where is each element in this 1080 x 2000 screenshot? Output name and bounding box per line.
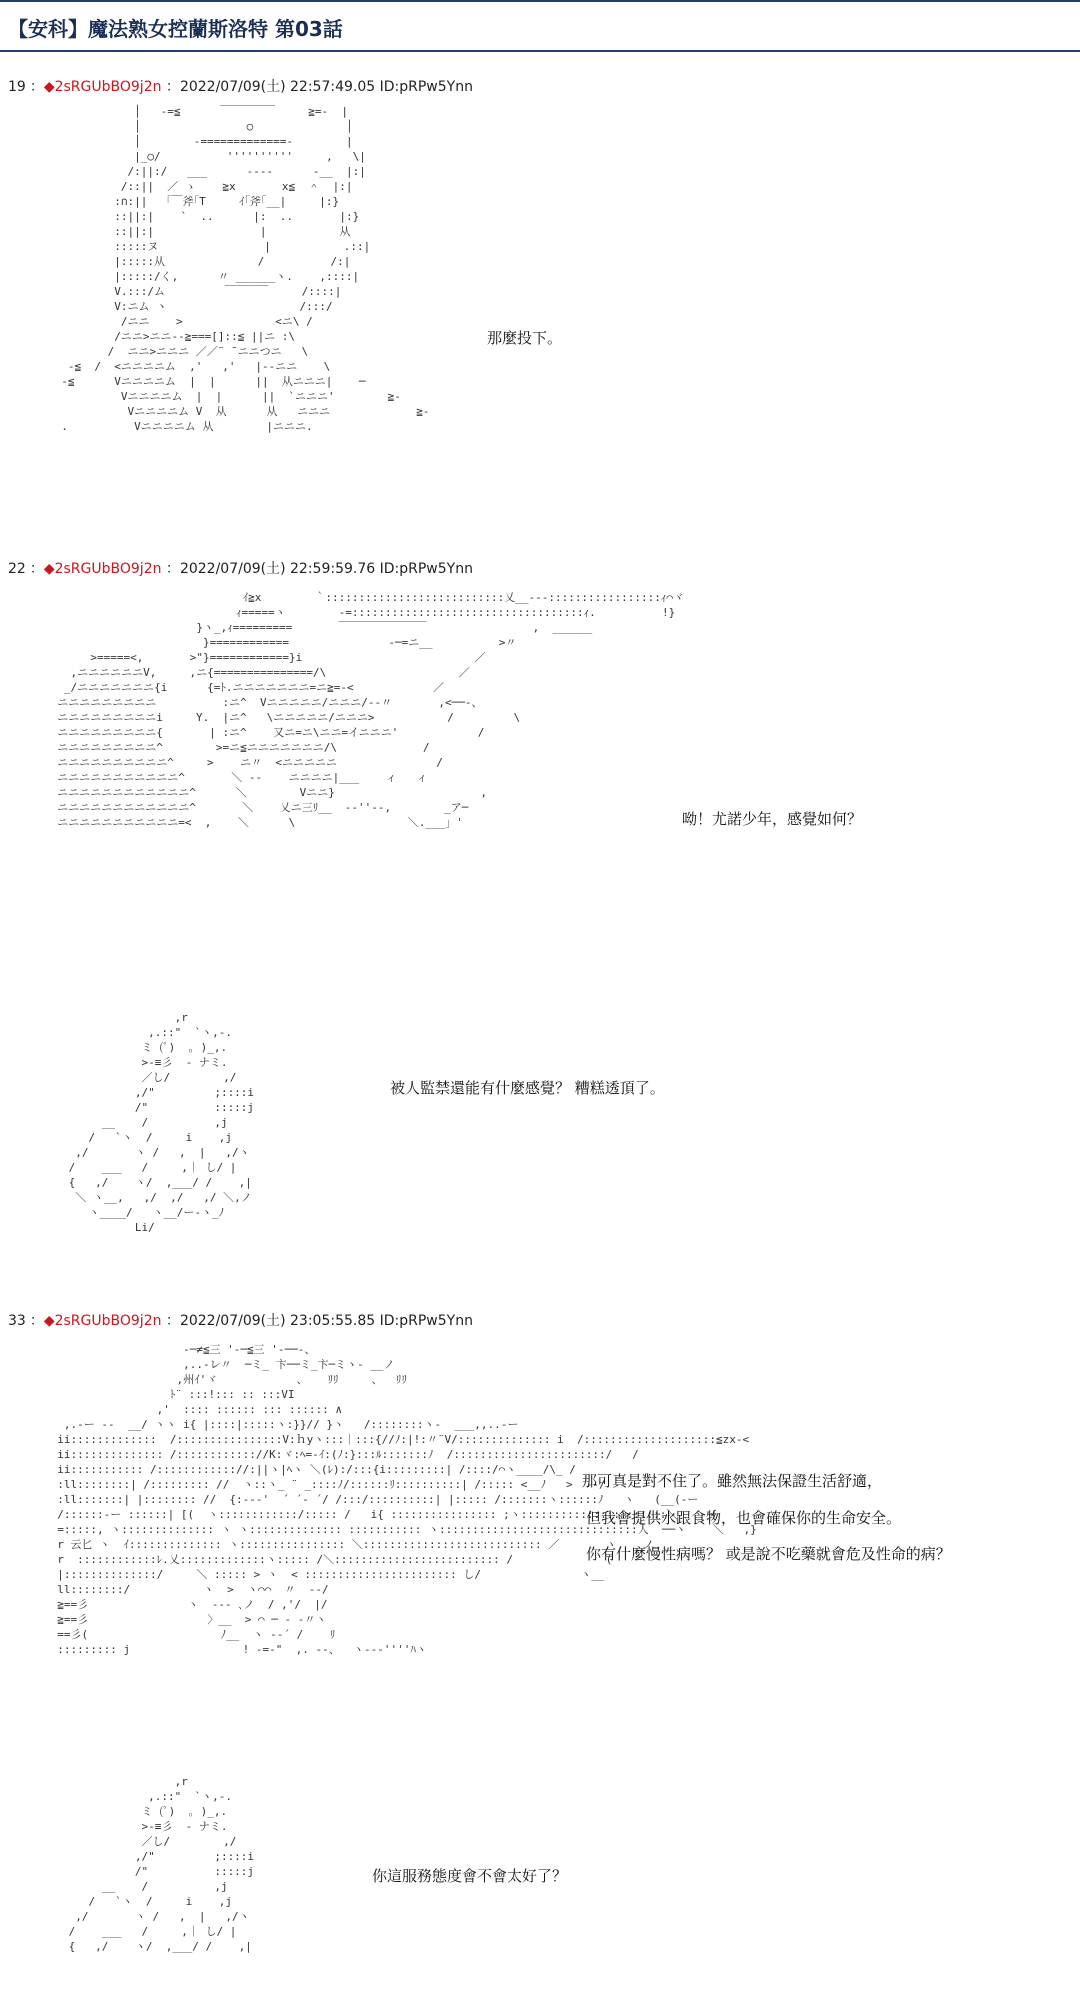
ascii-art-character: │ -=≦ ￣￣￣￣￣ ≧=- | │ ○ │ │ -=============- | |_○/ '''''''''' , \| /:||:/ ___ ---- -__ |:| /::|| ／ ゝ ≧x x≦ ＾ |:| :∩:|| 「￣斧｢T ｲ｢斧｢__| |:} ::||:| ` .. |: .. |:} ::||:| | 从 :::::ヌ | .::| |:::::从 / /:| |:::::/く, 〃 ______ヽ. ,::::| V.:::/ム ￣￣￣￣ /::::| V:ニム ヽ /:::/ /ニニ > <ニ\ / /ニニ>ニニ‐‐≧===[]::≦ ||ニ :\ / ニニ>ニニニ ／／¨ ̄ ニニつニ \ -≦ / <ニニニニム ,' ,' |‐‐ニニ \ -≦ Vニニニニム | | || 从ニニニ| ─ Vニニニニム | | || `ニニニ' ≧- Vニニニニム V 从 从 ニニニ ≧- . Vニニニニム 从 |ニニニ. — [61, 105, 430, 433]
post-header: 19 ：◆2sRGUbBO9j2n ：2022/07/09(土) 22:57:49.05 ID:pRPw5Ynn — [8, 79, 473, 95]
post-id: ID:pRPw5Ynn — [379, 79, 473, 95]
dialog-line: 你這服務態度會不會太好了？ — [372, 1867, 568, 1885]
ascii-art-character: ‐─≠≦三 '‐─≦三 '‐──-、 ,..-レ〃 ─ミ_ 卞──ミ_卞─ミヽ‐ __ノ ,州ｲ'ヾ 、 ﾘﾘ 、 ﾘﾘ ﾄ¨ :::!::: :: :::VI ,' :::: :::::: ::: :::::: ∧ ,.‐ー ‐‐ __/ ヽヽ i{ |::::|:::::ヽ:}}// }ヽ /::::::::ヽ‐ ___,,..‐ー ii::::::::::::: /::::::::::::::::V:ｈyヽ:::｜:::{//ﾉ:|!:〃¨V/:::::::::::::: i /::::::::::::::::::::≦zx‐< ii:::::::::::::: /:::::::::::://K:ヾ:ﾍ=-ｲ:(ﾉ:}:::ﾙ:::::::ﾉ /:::::::::::::::::::::::/ / ii::::::::::: /:::::::::::://:||ヽ|ﾍヽ ＼(ﾚ):/:::{i:::::::::| /::::/⌒ヽ____/\_ / :ll::::::::| /::::::::: // ヽ::ヽ_ ¨ _::::ﾉ/::::::ﾘ::::::::::| /::::: <__ﾉ > ‐-/ :ll:::::::| |:::::::: // {:‐-‐' ´ ´‐ ´/ /:::/::::::::::| |::::: /:::::::ヽ::::::ﾉ ヽ (__(‐ー /::::::‐ー ::::::| [( ヽ::::::::::::/::::: / i{ :::::::::::::::: ;ヽ::::::::::::::::::::::＼ { =:::::, ヽ:::::::::::::: ヽ ヽ:::::::::::::: ::::::::::: ヽ::::::::::::::::::::::::::::::人 ──ヽ ＼ ,} r 云匕 ヽ ｲ:::::::::::::: ヽ:::::::::::::::: ＼::::::::::::::::::::::::::: ／ ヽ _ノ r ::::::::::::ﾚ.乂:::::::::::::ヽ::::: /＼::::::::::::::::::::::::: / ( |::::::::::::::/ ＼ ::::: > ヽ < ::::::::::::::::::::::: し/ ヽ__ ll::::::::/ ヽ > ヽ⌒⌒ 〃 ‐-/ ≧==彡 ヽ ‐-‐ ､ノ / ,'/ |/ ≧==彡 〉__ > ⌒ ─ ‐ ‐〃ヽ ==彡( ﾉ__ ヽ ‐-´ / ﾘ ::::::::: j ! ‐=‐" ,. ‐-、 ヽ‐-‐''''ﾊヽ — [57, 1343, 757, 1656]
ascii-art-ferret: ,r ,.::" `ヽ,-. ミ (ﾟ) ｡ )_,. >-≡彡 ‐ ナミ. ／し/ ,/ ,/" ;::::i /" :::::j __ / ,j / `ヽ / i ,j ,/ ヽ / , | ,/ヽ / ___ / ,｜ し/ | { ,/ ヽ/ ,___/ / ,| ＼ ヽ__, ,/ ,/ ,/ ＼,ノ ヽ____/ ヽ__/ー-ヽ_ﾉ Li/ — [68, 1011, 255, 1234]
ascii-art-ferret: ,r ,.::" `ヽ,-. ミ (ﾟ) ｡ )_,. >-≡彡 ‐ ナミ. ／し/ ,/ ,/" ;::::i /" :::::j __ / ,j / `ヽ / i ,j ,/ ヽ / , | ,/ヽ / ___ / ,｜ し/ | { ,/ ヽ/ ,___/ / ,| — [68, 1775, 255, 1953]
trip-diamond-icon: ◆ — [43, 561, 55, 577]
dialog-line: 那麼投下。 — [487, 329, 563, 347]
post-datetime: 2022/07/09(土) 22:57:49.05 — [179, 79, 376, 95]
separator: ： — [29, 561, 44, 577]
post-trip: 2sRGUbBO9j2n — [54, 561, 162, 577]
post-trip: 2sRGUbBO9j2n — [54, 79, 162, 95]
dialog-line: 被人監禁還能有什麼感覺？ 糟糕透頂了。 — [390, 1079, 665, 1097]
post-id: ID:pRPw5Ynn — [379, 561, 473, 577]
dialog-line: 那可真是對不住了。雖然無法保證生活舒適， — [582, 1472, 883, 1490]
post-number[interactable]: 22 — [8, 561, 26, 577]
trip-diamond-icon: ◆ — [43, 79, 55, 95]
ascii-art-character: ｲ≧x ｀:::::::::::::::::::::::::::乂__‐-‐:::::::::::::::::ｨ⌒ヾ ｨ=====ヽ -=:::::::::::::::::::::::::::::::::::ｨ. !} }ヽ_,ｨ========= ￣￣￣￣￣￣￣￣ , ______ }============ ‐─=ニ__ >〃 >=====<, >"}============}i ／ ,ニニニニニニV, ,ニ{===============/\ ／ _/ニニニニニニニ{i {=ﾄ.ニニニニニニニ=ニ≧=-< ／ ニニニニニニニニニ :ニ^ Vニニニニニ/ニニニ/-‐〃 ,<──‐、 ニニニニニニニニニi Y. |ニ^ \ニニニニニ/ニニニ> / \ ニニニニニニニニニ{ | :ニ^ 又ニ=ニ\ニニ=イニニニ' / ニニニニニニニニニ^ >=ニ≦ニニニニニニニ/\ / ニニニニニニニニニニ^ > ニ〃 <ニニニニニ / ニニニニニニニニニニニ^ ＼ ‐- ニニニニ|___ ィ ィ ニニニニニニニニニニニニ^ ＼ Vニニ} , ニニニニニニニニニニニニ^ ＼ 乂ニ三ﾘ__ -‐''‐-, _ア─ ニニニニニニニニニニニ=< , ＼ \ ＼.___」' — [57, 591, 685, 829]
post-number[interactable]: 19 — [8, 79, 26, 95]
post-id: ID:pRPw5Ynn — [379, 1313, 473, 1329]
post-datetime: 2022/07/09(土) 23:05:55.85 — [179, 1313, 376, 1329]
dialog-line: 你有什麼慢性病嗎？ 或是說不吃藥就會危及性命的病？ — [586, 1545, 951, 1563]
trip-diamond-icon: ◆ — [43, 1313, 55, 1329]
post-datetime: 2022/07/09(土) 22:59:59.76 — [179, 561, 376, 577]
post-number[interactable]: 33 — [8, 1313, 26, 1329]
post-header: 22 ：◆2sRGUbBO9j2n ：2022/07/09(土) 22:59:59.76 ID:pRPw5Ynn — [8, 561, 473, 577]
thread-title: 【安科】魔法熟女控蘭斯洛特 第03話 — [8, 17, 343, 41]
thread-title-bar — [0, 0, 1080, 52]
post-trip: 2sRGUbBO9j2n — [54, 1313, 162, 1329]
dialog-line: 呦！尤諾少年，感覺如何？ — [682, 810, 863, 828]
separator: ： — [29, 1313, 44, 1329]
post-header: 33 ：◆2sRGUbBO9j2n ：2022/07/09(土) 23:05:55.85 ID:pRPw5Ynn — [8, 1313, 473, 1329]
dialog-line: 但我會提供水跟食物，也會確保你的生命安全。 — [586, 1509, 902, 1527]
separator: ： — [29, 79, 44, 95]
